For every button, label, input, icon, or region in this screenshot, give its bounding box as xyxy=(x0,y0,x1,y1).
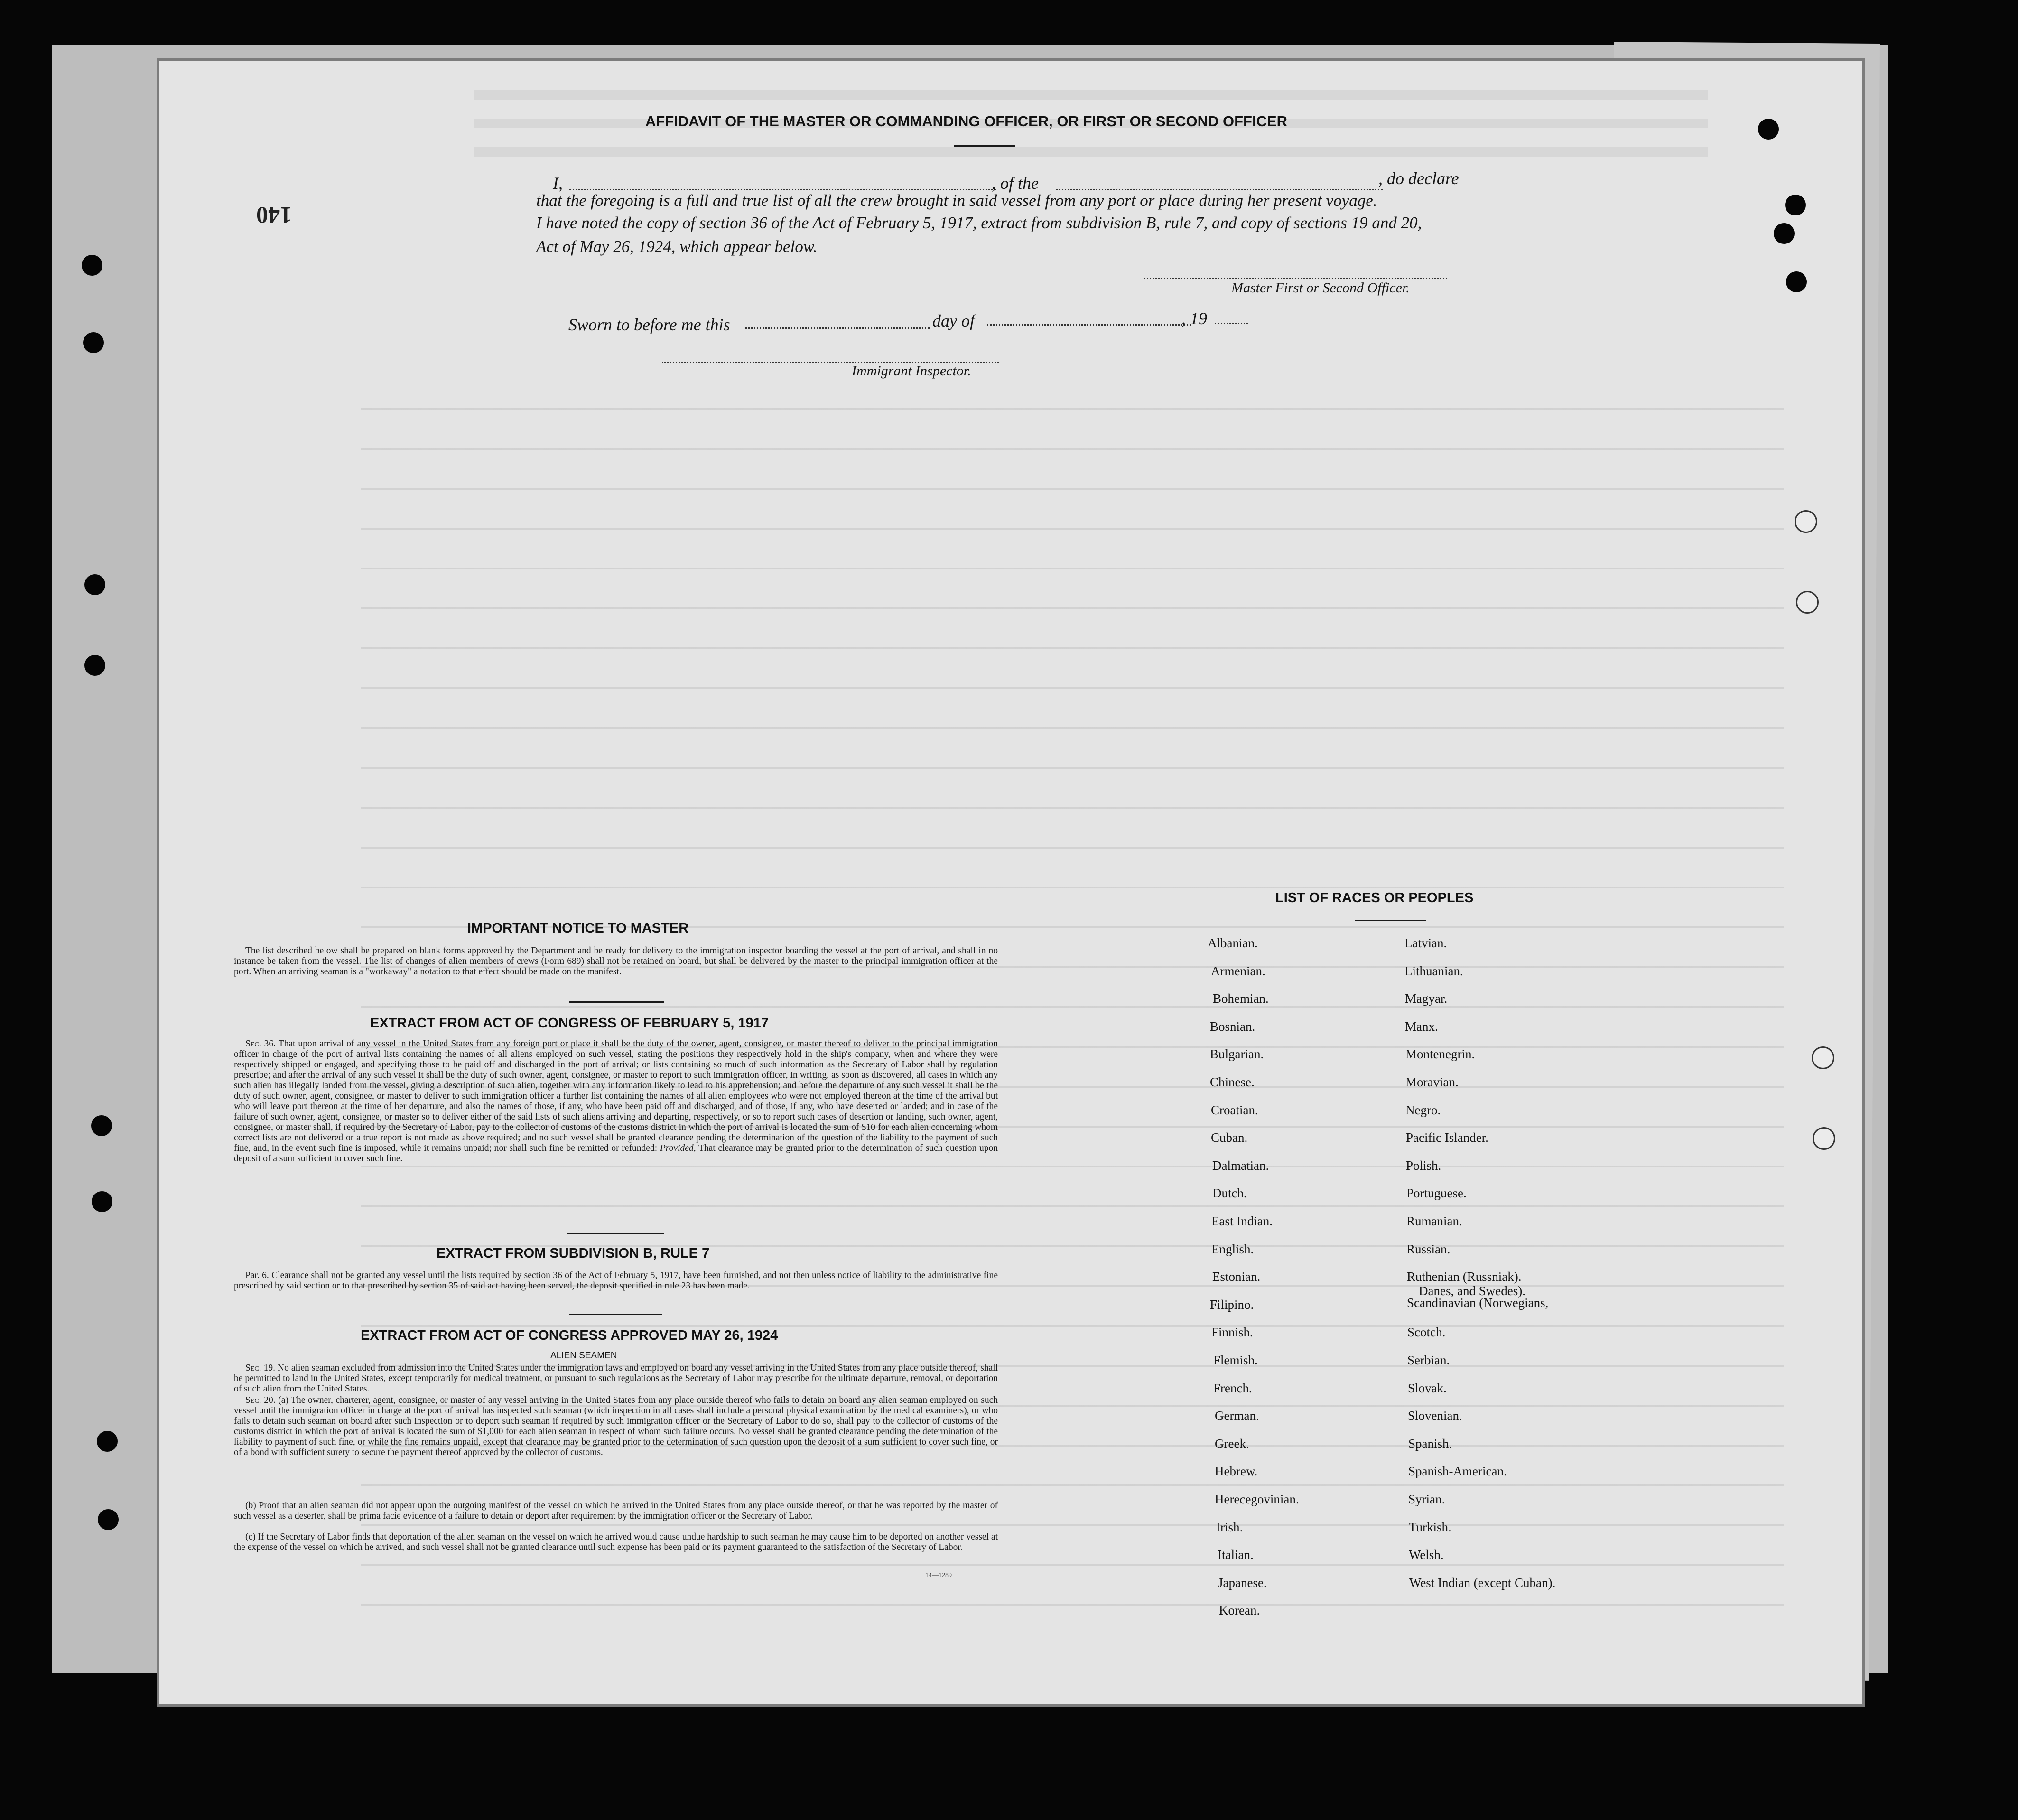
race-item: Italian. xyxy=(1218,1548,1254,1562)
race-item: Turkish. xyxy=(1409,1520,1451,1534)
race-item: Herecegovinian. xyxy=(1215,1492,1299,1506)
punch-hole-icon xyxy=(98,1509,119,1530)
race-item: Russian. xyxy=(1406,1241,1451,1256)
race-item: Slovak. xyxy=(1408,1381,1447,1395)
race-item: Korean. xyxy=(1219,1603,1260,1618)
race-item: Albanian. xyxy=(1208,936,1258,950)
race-item: Irish. xyxy=(1216,1520,1243,1534)
race-item: Moravian. xyxy=(1405,1075,1459,1089)
race-item: Cuban. xyxy=(1211,1130,1248,1145)
notice-title: IMPORTANT NOTICE TO MASTER xyxy=(467,921,689,936)
affidavit-of-the: , of the xyxy=(992,174,1039,193)
races-title: LIST OF RACES OR PEOPLES xyxy=(1275,890,1474,905)
sworn-label: Sworn to before me this xyxy=(568,315,730,334)
sworn-day-of: day of xyxy=(932,311,975,330)
punch-hole-icon xyxy=(84,655,105,676)
punch-hole-icon xyxy=(84,574,105,595)
section-divider xyxy=(569,1314,662,1315)
race-item: Japanese. xyxy=(1218,1575,1267,1590)
punch-hole-icon xyxy=(83,332,104,353)
race-item: Bosnian. xyxy=(1210,1019,1255,1034)
punch-hole-icon xyxy=(1796,591,1819,614)
race-item: Danes, and Swedes). xyxy=(1419,1284,1525,1298)
extract-rule7-text: Par. 6. Clearance shall not be granted any vessel until the lists required by section 36 of the Act of February 5, 1917, have been furnished, and not then unless notice of liability to the administrative fine prescribed by said section or to that prescribed by section 35 of said act having been served, the deposit specified in rule 23 has been made. xyxy=(234,1270,998,1291)
inspector-caption: Immigrant Inspector. xyxy=(852,363,971,379)
handwritten-page-number: 140 xyxy=(256,202,292,229)
race-item: Finnish. xyxy=(1211,1325,1253,1340)
punch-hole-icon xyxy=(91,1115,112,1136)
race-item: English. xyxy=(1211,1241,1254,1256)
races-title-divider xyxy=(1355,920,1426,921)
punch-hole-icon xyxy=(1774,223,1795,244)
race-item: Chinese. xyxy=(1210,1075,1255,1089)
race-item: Portuguese. xyxy=(1406,1186,1467,1201)
race-item: Scotch. xyxy=(1407,1325,1446,1340)
section-20c-text: (c) If the Secretary of Labor finds that deportation of the alien seaman on the vessel on which he arrived would cause undue hardship to such seaman he may cause him to be deported on another vessel at the expense of the vessel on which he arrived, and such vessel shall not be granted clearance until such expense has been paid or its payment guaranteed to the satisfaction of the Secretary of Labor. xyxy=(234,1532,998,1552)
race-item: Dutch. xyxy=(1212,1186,1247,1201)
race-item: West Indian (except Cuban). xyxy=(1409,1575,1556,1590)
affidavit-line-3: I have noted the copy of section 36 of the Act of February 5, 1917, extract from subdivision B, rule 7, and copy of sections 19 and 20, xyxy=(536,214,1422,232)
form-number: 14—1289 xyxy=(925,1572,952,1579)
affidavit-line-4: Act of May 26, 1924, which appear below. xyxy=(536,237,818,256)
section-20b-text: (b) Proof that an alien seaman did not appear upon the outgoing manifest of the vessel on which he arrived in the United States from any place outside thereof, or that he was reported by the master of such vessel as a deserter, shall be prima facie evidence of a failure to detain or deport after requirement by the immigration officer or the Secretary of Labor. xyxy=(234,1501,998,1521)
punch-hole-icon xyxy=(82,255,102,276)
sworn-year-field[interactable] xyxy=(1215,323,1248,324)
extract-1917-text: Sec. 36. That upon arrival of any vessel in the United States from any foreign port or place it shall be the duty of the owner, agent, consignee, or master thereof to deliver to the principal immigration officer in charge of the port of arrival lists containing the names of all aliens employed on such vessel, stating the positions they respectively hold in the ship's company, when and where they were respectively shipped or engaged, and specifying those to be paid off and discharged in the port of arrival; or lists containing so much of such information as the Secretary of Labor shall by regulation prescribe; and after the arrival of any such vessel it shall be the duty of such owner, agent, consignee, or master to report to such immigration officer, in writing, as soon as discovered, all cases in which any such alien has illegally landed from the vessel, giving a description of such alien, together with any information likely to lead to his apprehension; and before the departure of any such vessel it shall be the duty of such owner, agent, consignee, or master to deliver to such immigration officer a further list containing the names of all alien employees who were not employed thereon at the time of the arrival but who will leave port thereon at the time of her departure, and also the names of those, if any, who have been paid off and discharged, and of those, if any, who have deserted or landed; and in case of the failure of such owner, agent, consignee, or master so to deliver either of the said lists of such aliens arriving and departing, respectively, or so to report such cases of desertion or landing, such owner, agent, consignee, or master shall, if required by the Secretary of Labor, pay to the collector of customs of the customs district in which the port of arrival is located the sum of $10 for each alien concerning whom correct lists are not delivered or a true report is not made as above required; and no such vessel shall be granted clearance pending the determination of the question of the liability to the payment of such fine, and, in the event such fine is imposed, while it remains unpaid; nor shall such fine be remitted or refunded: Provided, That clearance may be granted prior to the determination of such question upon deposit of a sum sufficient to cover such fine. xyxy=(234,1039,998,1164)
extract-1917-title: EXTRACT FROM ACT OF CONGRESS OF FEBRUARY 5, 1917 xyxy=(370,1016,769,1031)
affidavit-declare: , do declare xyxy=(1378,169,1459,188)
race-item: Filipino. xyxy=(1210,1297,1254,1312)
race-item: Negro. xyxy=(1405,1102,1441,1117)
race-item: Greek. xyxy=(1215,1436,1249,1451)
punch-hole-icon xyxy=(1795,510,1817,533)
signature-caption: Master First or Second Officer. xyxy=(1231,280,1410,296)
race-item: Bohemian. xyxy=(1213,991,1269,1006)
race-item: Dalmatian. xyxy=(1212,1158,1269,1173)
race-item: Scandinavian (Norwegians, xyxy=(1407,1295,1549,1310)
race-item: Serbian. xyxy=(1407,1353,1450,1367)
race-item: Rumanian. xyxy=(1406,1214,1462,1228)
punch-hole-icon xyxy=(1786,271,1807,292)
race-item: Armenian. xyxy=(1211,963,1265,978)
sworn-year: , 19 xyxy=(1181,309,1207,328)
race-item: Magyar. xyxy=(1405,991,1448,1006)
race-item: German. xyxy=(1215,1409,1259,1423)
vessel-name-field[interactable] xyxy=(1056,189,1383,190)
signature-field[interactable] xyxy=(1144,278,1447,279)
race-item: Polish. xyxy=(1406,1158,1441,1173)
punch-hole-icon xyxy=(1812,1046,1834,1069)
race-item: Welsh. xyxy=(1409,1548,1444,1562)
race-item: Pacific Islander. xyxy=(1406,1130,1488,1145)
race-item: Montenegrin. xyxy=(1405,1047,1475,1062)
extract-1924-title: EXTRACT FROM ACT OF CONGRESS APPROVED MAY 26, 1924 xyxy=(361,1328,778,1343)
section-20a-text: Sec. 20. (a) The owner, charterer, agent, consignee, or master of any vessel arriving in the United States from any place outside thereof who fails to detain on board any alien seaman employed on such vessel until the immigration officer in charge at the port of arrival has inspected such seaman (which inspection in all cases shall include a personal physical examination by the medical examiners), or who fails to detain such seaman on board after such inspection or to deport such seaman if required by such immigration officer or the Secretary of Labor to do so, shall pay to the collector of customs of the customs district in which the port of arrival is located the sum of $1,000 for each alien seaman in respect of whom such failure occurs. No vessel shall be granted clearance pending the determination of the liability to payment of such fine, or while the fine remains unpaid, except that clearance may be granted prior to the determination of such question upon the deposit of a sum sufficient to cover such fine, or of a bond with sufficient surety to secure the payment thereof approved by the collector of customs. xyxy=(234,1395,998,1457)
affidavit-title: AFFIDAVIT OF THE MASTER OR COMMANDING OFFICER, OR FIRST OR SECOND OFFICER xyxy=(645,113,1288,130)
extract-rule7-title: EXTRACT FROM SUBDIVISION B, RULE 7 xyxy=(437,1246,710,1261)
race-item: Ruthenian (Russniak). xyxy=(1407,1269,1522,1284)
race-item: Slovenian. xyxy=(1408,1409,1462,1423)
punch-hole-icon xyxy=(1758,119,1779,140)
section-divider xyxy=(567,1233,664,1234)
notice-text: The list described below shall be prepared on blank forms approved by the Department and be ready for delivery to the immigration inspector boarding the vessel at the port of arrival, and shall in no instance be taken from the vessel. The list of changes of alien members of crews (Form 689) shall not be retained on board, but shall be delivered by the master to the principal immigration officer at the port. When an arriving seaman is a "workaway" a notation to that effect should be made on the manifest. xyxy=(234,946,998,977)
race-item: French. xyxy=(1213,1381,1252,1395)
race-item: Latvian. xyxy=(1404,936,1447,950)
punch-hole-icon xyxy=(1785,195,1806,215)
affidavit-i: I, xyxy=(553,174,563,193)
punch-hole-icon xyxy=(92,1191,112,1212)
affidavit-line-2: that the foregoing is a full and true list of all the crew brought in said vessel from any port or place during her present voyage. xyxy=(536,191,1377,210)
punch-hole-icon xyxy=(97,1431,118,1452)
race-item: Manx. xyxy=(1405,1019,1438,1034)
sworn-date-field[interactable] xyxy=(745,327,930,329)
race-item: Syrian. xyxy=(1408,1492,1445,1506)
alien-seamen-subtitle: ALIEN SEAMEN xyxy=(550,1351,617,1361)
title-divider xyxy=(954,145,1015,147)
master-name-field[interactable] xyxy=(569,189,996,190)
race-item: Estonian. xyxy=(1212,1269,1261,1284)
race-item: Hebrew. xyxy=(1215,1464,1258,1479)
section-divider xyxy=(569,1001,664,1003)
race-item: Croatian. xyxy=(1211,1102,1258,1117)
race-item: Spanish. xyxy=(1408,1436,1452,1451)
punch-hole-icon xyxy=(1813,1127,1835,1150)
race-item: East Indian. xyxy=(1211,1214,1273,1228)
race-item: Bulgarian. xyxy=(1210,1047,1264,1062)
sworn-month-field[interactable] xyxy=(987,324,1191,326)
race-item: Lithuanian. xyxy=(1404,963,1463,978)
race-item: Spanish-American. xyxy=(1408,1464,1507,1479)
race-item: Flemish. xyxy=(1213,1353,1258,1367)
section-19-text: Sec. 19. No alien seaman excluded from admission into the United States under the immigration laws and employed on board any vessel arriving in the United States from any place outside thereof, shall be permitted to land in the United States, except temporarily for medical treatment, or pursuant to such regulations as the Secretary of Labor may prescribe for the ultimate departure, removal, or deportation of such alien from the United States. xyxy=(234,1363,998,1394)
